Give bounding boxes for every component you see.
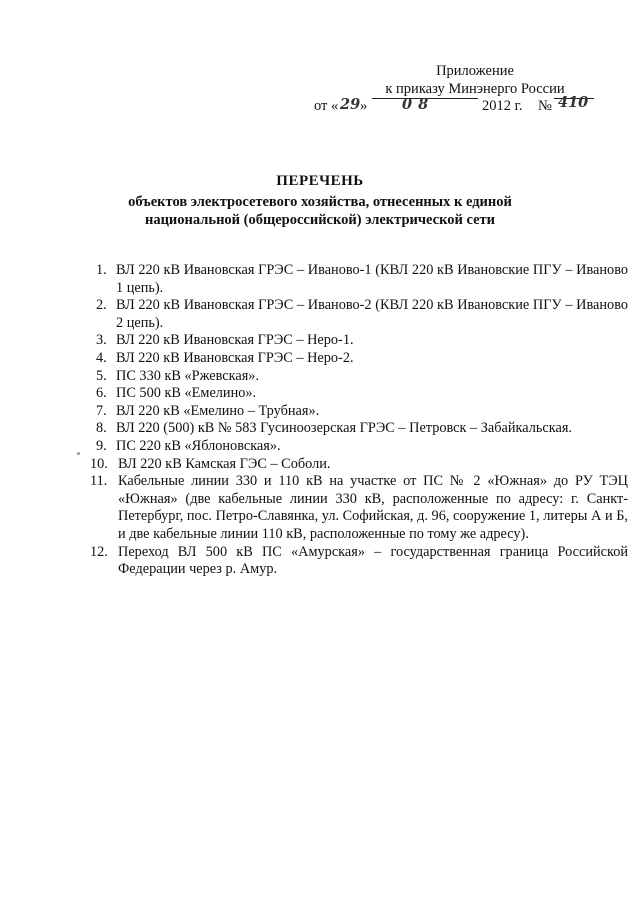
item-text: ПС 220 кВ «Яблоновская». bbox=[116, 437, 281, 454]
number-prefix: № bbox=[538, 98, 552, 114]
item-number: 10. bbox=[90, 455, 108, 472]
appendix-block bbox=[340, 62, 610, 98]
document-heading: ПЕРЕЧЕНЬ bbox=[276, 173, 364, 189]
order-number: 410 bbox=[558, 94, 589, 111]
item-number: 3. bbox=[96, 332, 107, 349]
item-number: 5. bbox=[96, 367, 107, 384]
item-number: 8. bbox=[96, 420, 107, 437]
item-text: ВЛ 220 кВ Камская ГЭС – Соболи. bbox=[118, 455, 331, 472]
document-subtitle-line1: объектов электросетевого хозяйства, отнесенных к единой bbox=[128, 194, 512, 210]
list-item bbox=[90, 544, 628, 579]
list-item bbox=[96, 262, 628, 297]
date-year: 2012 г. bbox=[482, 98, 523, 114]
item-number: 2. bbox=[96, 297, 107, 314]
list-item bbox=[96, 332, 628, 350]
item-text: ВЛ 220 кВ Ивановская ГРЭС – Неро-2. bbox=[116, 349, 354, 366]
list-item bbox=[96, 403, 628, 421]
objects-list bbox=[90, 262, 628, 579]
item-text: ВЛ 220 (500) кВ № 583 Гусиноозерская ГРЭС – Петровск – Забайкальская. bbox=[116, 420, 572, 437]
item-text: ПС 500 кВ «Емелино». bbox=[116, 385, 257, 402]
item-text: ВЛ 220 кВ Ивановская ГРЭС – Иваново-1 (КВЛ 220 кВ Ивановские ПГУ – Иваново 1 цепь). bbox=[116, 262, 628, 296]
item-text: ВЛ 220 кВ Ивановская ГРЭС – Иваново-2 (КВЛ 220 кВ Ивановские ПГУ – Иваново 2 цепь). bbox=[116, 297, 628, 331]
item-text: Кабельные линии 330 и 110 кВ на участке от ПС № 2 «Южная» до РУ ТЭЦ «Южная» (две кабельные линии 330 кВ, расположенные по адресу: г. Санкт-Петербург, пос. Петро-Славянка, ул. Софийская, д. 96, сооружение 1, литеры А и Б, и две кабельные линии 110 кВ, расположенные по тому же адресу). bbox=[118, 473, 628, 542]
order-reference: к приказу Минэнерго России bbox=[385, 81, 565, 97]
list-item bbox=[96, 438, 628, 456]
appendix-label: Приложение bbox=[436, 63, 514, 79]
scan-speck bbox=[77, 452, 80, 455]
list-item bbox=[96, 385, 628, 403]
order-date-line bbox=[314, 94, 624, 118]
list-item bbox=[90, 456, 628, 474]
item-number: 11. bbox=[90, 473, 108, 490]
list-item bbox=[96, 297, 628, 332]
list-item bbox=[96, 350, 628, 368]
date-month: 08 bbox=[402, 96, 435, 113]
list-item bbox=[96, 420, 628, 438]
item-text: Переход ВЛ 500 кВ ПС «Амурская» – государственная граница Российской Федерации через р. Амур. bbox=[118, 543, 628, 578]
item-number: 6. bbox=[96, 385, 107, 402]
list-item bbox=[96, 368, 628, 386]
item-number: 1. bbox=[96, 262, 107, 278]
item-text: ПС 330 кВ «Ржевская». bbox=[116, 367, 260, 384]
item-text: ВЛ 220 кВ «Емелино – Трубная». bbox=[116, 402, 320, 419]
date-day: 29 bbox=[340, 96, 361, 113]
item-text: ВЛ 220 кВ Ивановская ГРЭС – Неро-1. bbox=[116, 332, 354, 349]
document-subtitle-line2: национальной (общероссийской) электрической сети bbox=[144, 212, 496, 228]
list-item bbox=[90, 473, 628, 543]
item-number: 7. bbox=[96, 402, 107, 419]
item-number: 9. bbox=[96, 437, 107, 454]
date-prefix: от « bbox=[314, 98, 339, 114]
date-mid: » bbox=[360, 98, 368, 114]
item-number: 12. bbox=[90, 543, 108, 560]
item-number: 4. bbox=[96, 349, 107, 366]
